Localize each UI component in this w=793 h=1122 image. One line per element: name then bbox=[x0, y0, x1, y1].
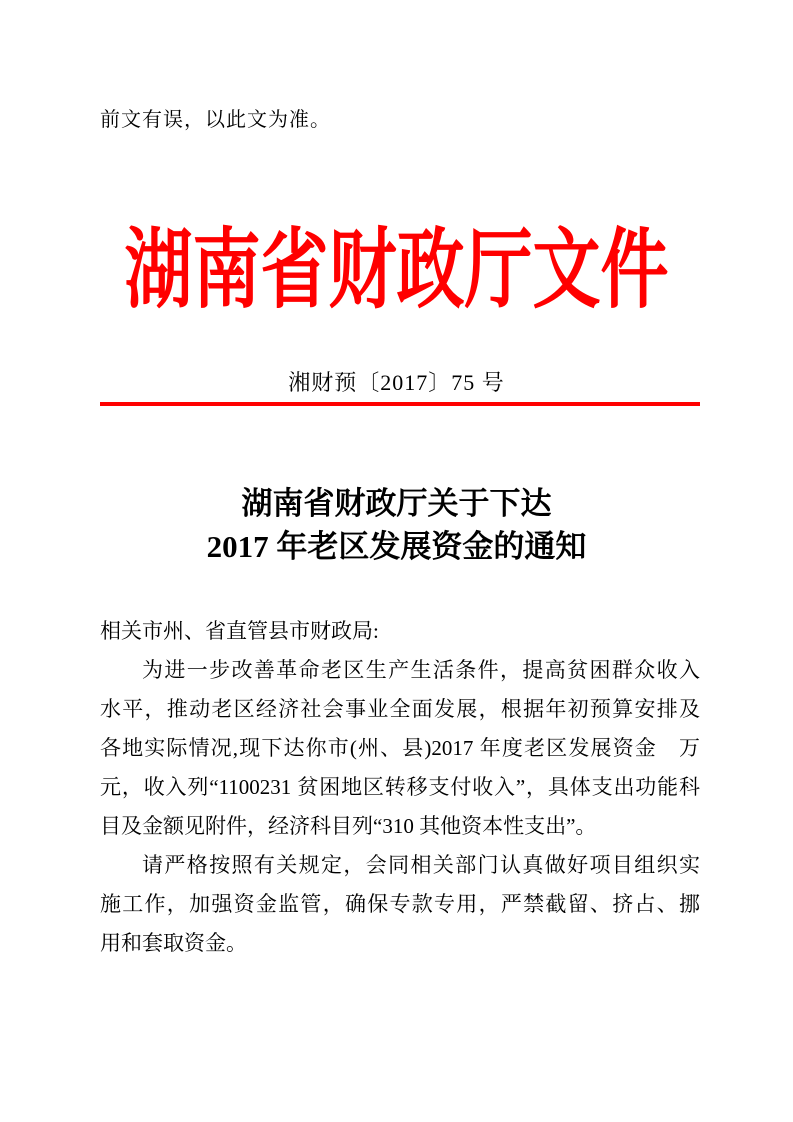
paragraph1-line5: 目及金额见附件，经济科目列“310 其他资本性支出”。 bbox=[100, 814, 597, 838]
red-separator-line bbox=[100, 402, 700, 406]
paragraph1-line3: 各地实际情况,现下达你市(州、县)2017 年度老区发展资金 万 bbox=[100, 736, 700, 760]
paragraph2-line3: 用和套取资金。 bbox=[100, 931, 247, 955]
salutation-line: 相关市州、省直管县市财政局: bbox=[100, 619, 379, 643]
document-number: 湘财预〔2017〕75 号 bbox=[288, 370, 505, 395]
correction-note: 前文有误，以此文为准。 bbox=[100, 109, 331, 131]
document-title bbox=[0, 482, 793, 568]
paragraph1-line1: 为进一步改善革命老区生产生活条件，提高贫困群众收入 bbox=[142, 658, 700, 682]
paragraph1-line4: 元，收入列“1100231 贫困地区转移支付收入”，具体支出功能科 bbox=[100, 775, 700, 799]
document-title-line-1: 湖南省财政厅关于下达 bbox=[241, 486, 552, 521]
paragraph1-line2: 水平，推动老区经济社会事业全面发展，根据年初预算安排及 bbox=[100, 697, 700, 721]
document-title-line-2: 2017 年老区发展资金的通知 bbox=[206, 529, 587, 564]
letterhead-title: 湖南省财政厅文件 bbox=[124, 221, 669, 319]
paragraph2-line1: 请严格按照有关规定，会同相关部门认真做好项目组织实 bbox=[142, 853, 700, 877]
document-body bbox=[100, 612, 700, 963]
paragraph2-line2: 施工作，加强资金监管，确保专款专用，严禁截留、挤占、挪 bbox=[100, 892, 700, 916]
